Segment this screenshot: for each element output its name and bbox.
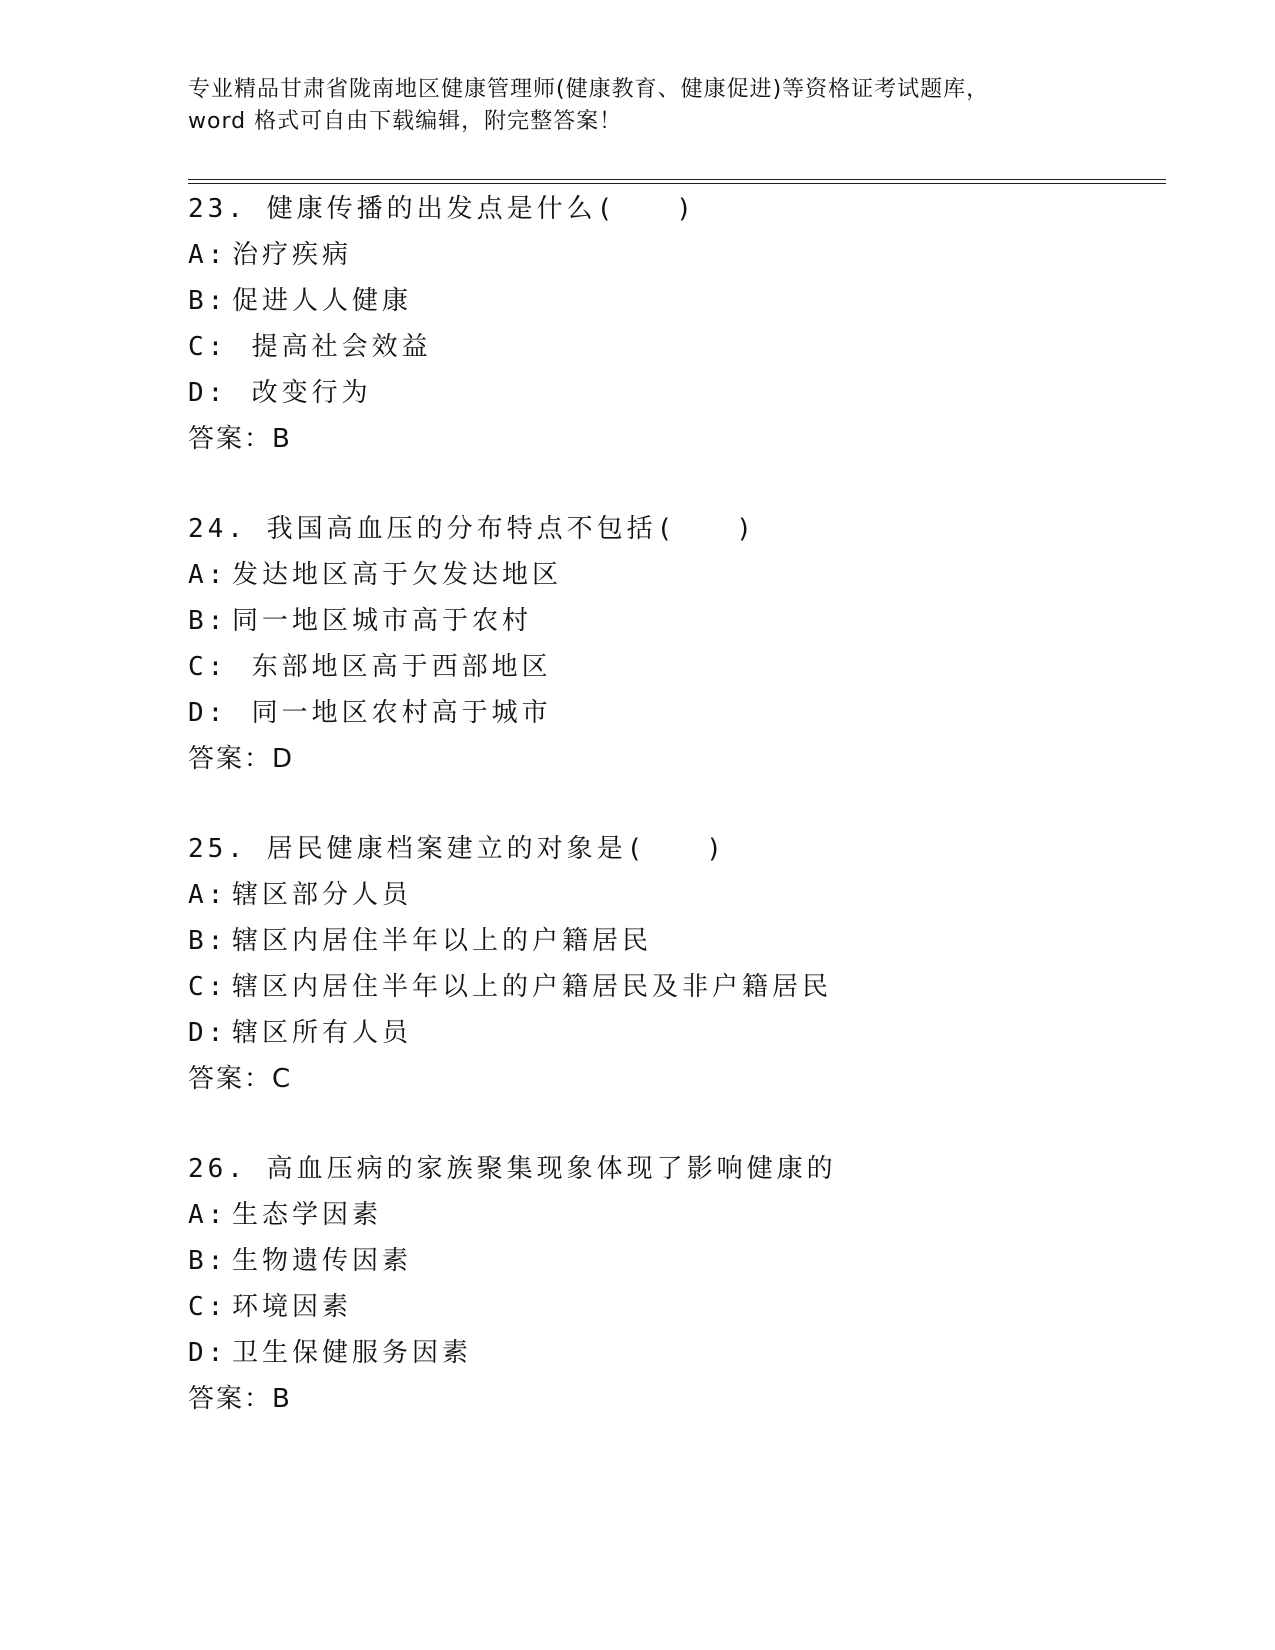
- option-a: [188, 552, 1168, 598]
- answer: 答案：C: [188, 1064, 293, 1094]
- option-c: [188, 964, 1168, 1010]
- header-divider-bottom: [188, 183, 1166, 184]
- option-label: A:: [188, 1200, 228, 1230]
- option-label: D:: [188, 1018, 228, 1048]
- option-a: [188, 232, 1168, 278]
- option-b: [188, 598, 1168, 644]
- option-c: [188, 644, 1168, 690]
- option-text: 提高社会效益: [232, 332, 432, 362]
- option-text: 环境因素: [232, 1292, 353, 1322]
- option-label: B:: [188, 286, 228, 316]
- option-text: 同一地区农村高于城市: [232, 698, 552, 728]
- answer: 答案：D: [188, 744, 295, 774]
- option-text: 改变行为: [232, 378, 372, 408]
- option-text: 东部地区高于西部地区: [232, 652, 552, 682]
- option-label: C:: [188, 1292, 228, 1322]
- option-text: 辖区内居住半年以上的户籍居民: [232, 926, 653, 956]
- option-b: [188, 1238, 1168, 1284]
- option-label: D:: [188, 378, 228, 408]
- header-divider-top: [188, 179, 1166, 180]
- option-a: [188, 1192, 1168, 1238]
- option-label: A:: [188, 880, 228, 910]
- option-text: 生物遗传因素: [232, 1246, 413, 1276]
- header-line-1: 专业精品甘肃省陇南地区健康管理师(健康教育、健康促进)等资格证考试题库，: [188, 77, 990, 102]
- option-b: [188, 918, 1168, 964]
- option-text: 促进人人健康: [232, 286, 413, 316]
- option-text: 同一地区城市高于农村: [232, 606, 533, 636]
- option-text: 生态学因素: [232, 1200, 383, 1230]
- option-label: B:: [188, 1246, 228, 1276]
- option-label: A:: [188, 560, 228, 590]
- option-d: [188, 1010, 1168, 1056]
- question-24: [188, 506, 1168, 782]
- header-line-2: word 格式可自由下载编辑，附完整答案！: [188, 109, 623, 134]
- option-text: 治疗疾病: [232, 240, 353, 270]
- option-label: C:: [188, 652, 228, 682]
- option-label: B:: [188, 926, 228, 956]
- question-26: [188, 1146, 1168, 1422]
- option-c: [188, 324, 1168, 370]
- answer: 答案：B: [188, 1384, 292, 1414]
- option-label: D:: [188, 1338, 228, 1368]
- document-header: [188, 74, 1088, 138]
- option-d: [188, 1330, 1168, 1376]
- option-label: B:: [188, 606, 228, 636]
- question-stem: 25. 居民健康档案建立的对象是( ): [188, 834, 726, 864]
- option-text: 辖区部分人员: [232, 880, 413, 910]
- question-23: [188, 186, 1168, 462]
- question-25: [188, 826, 1168, 1102]
- option-c: [188, 1284, 1168, 1330]
- option-a: [188, 872, 1168, 918]
- option-b: [188, 278, 1168, 324]
- option-d: [188, 690, 1168, 736]
- option-label: D:: [188, 698, 228, 728]
- answer: 答案：B: [188, 424, 292, 454]
- option-label: C:: [188, 332, 228, 362]
- option-text: 发达地区高于欠发达地区: [232, 560, 563, 590]
- option-text: 辖区内居住半年以上的户籍居民及非户籍居民: [232, 972, 833, 1002]
- option-text: 卫生保健服务因素: [232, 1338, 473, 1368]
- option-label: A:: [188, 240, 228, 270]
- question-stem: 24. 我国高血压的分布特点不包括( ): [188, 514, 756, 544]
- option-d: [188, 370, 1168, 416]
- option-text: 辖区所有人员: [232, 1018, 413, 1048]
- option-label: C:: [188, 972, 228, 1002]
- question-stem: 26. 高血压病的家族聚集现象体现了影响健康的: [188, 1154, 837, 1184]
- question-stem: 23. 健康传播的出发点是什么( ): [188, 194, 696, 224]
